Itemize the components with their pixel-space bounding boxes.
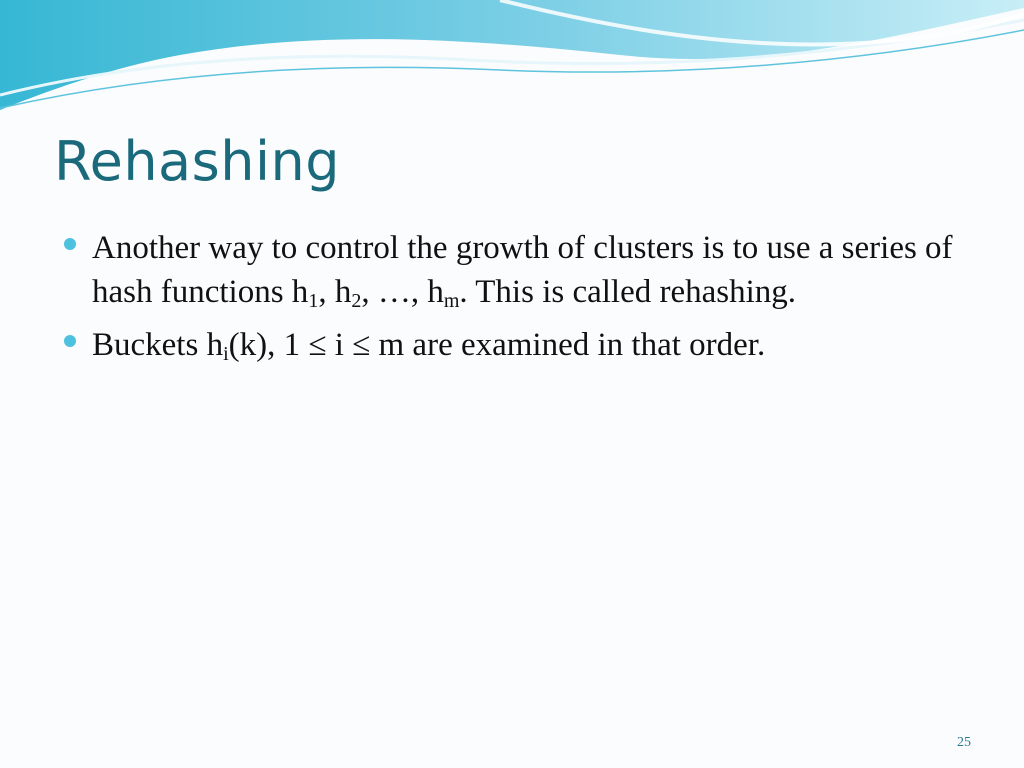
bullet-text: Another way to control the growth of clusters is to use a series of hash functions h [92, 230, 953, 310]
bullet-item-buckets [62, 323, 962, 367]
bullet-dot-icon [64, 238, 76, 250]
bullet-text: , …, h [361, 274, 444, 310]
slide-title: Rehashing [54, 130, 340, 193]
page-number: 25 [957, 735, 971, 750]
bullet-text: (k), 1 ≤ i ≤ m are examined in that order. [228, 327, 766, 363]
header-wave-decoration [0, 0, 1024, 120]
bullet-item-rehashing [62, 226, 962, 314]
bullet-dot-icon [64, 335, 76, 347]
subscript: 2 [351, 290, 362, 312]
subscript: m [443, 290, 460, 312]
bullet-text: , h [318, 274, 352, 310]
bullet-text: . This is called rehashing. [459, 274, 797, 310]
bullet-text: Buckets h [92, 327, 224, 363]
subscript: 1 [308, 290, 319, 312]
bullet-list [62, 226, 962, 376]
subscript: i [223, 343, 229, 365]
